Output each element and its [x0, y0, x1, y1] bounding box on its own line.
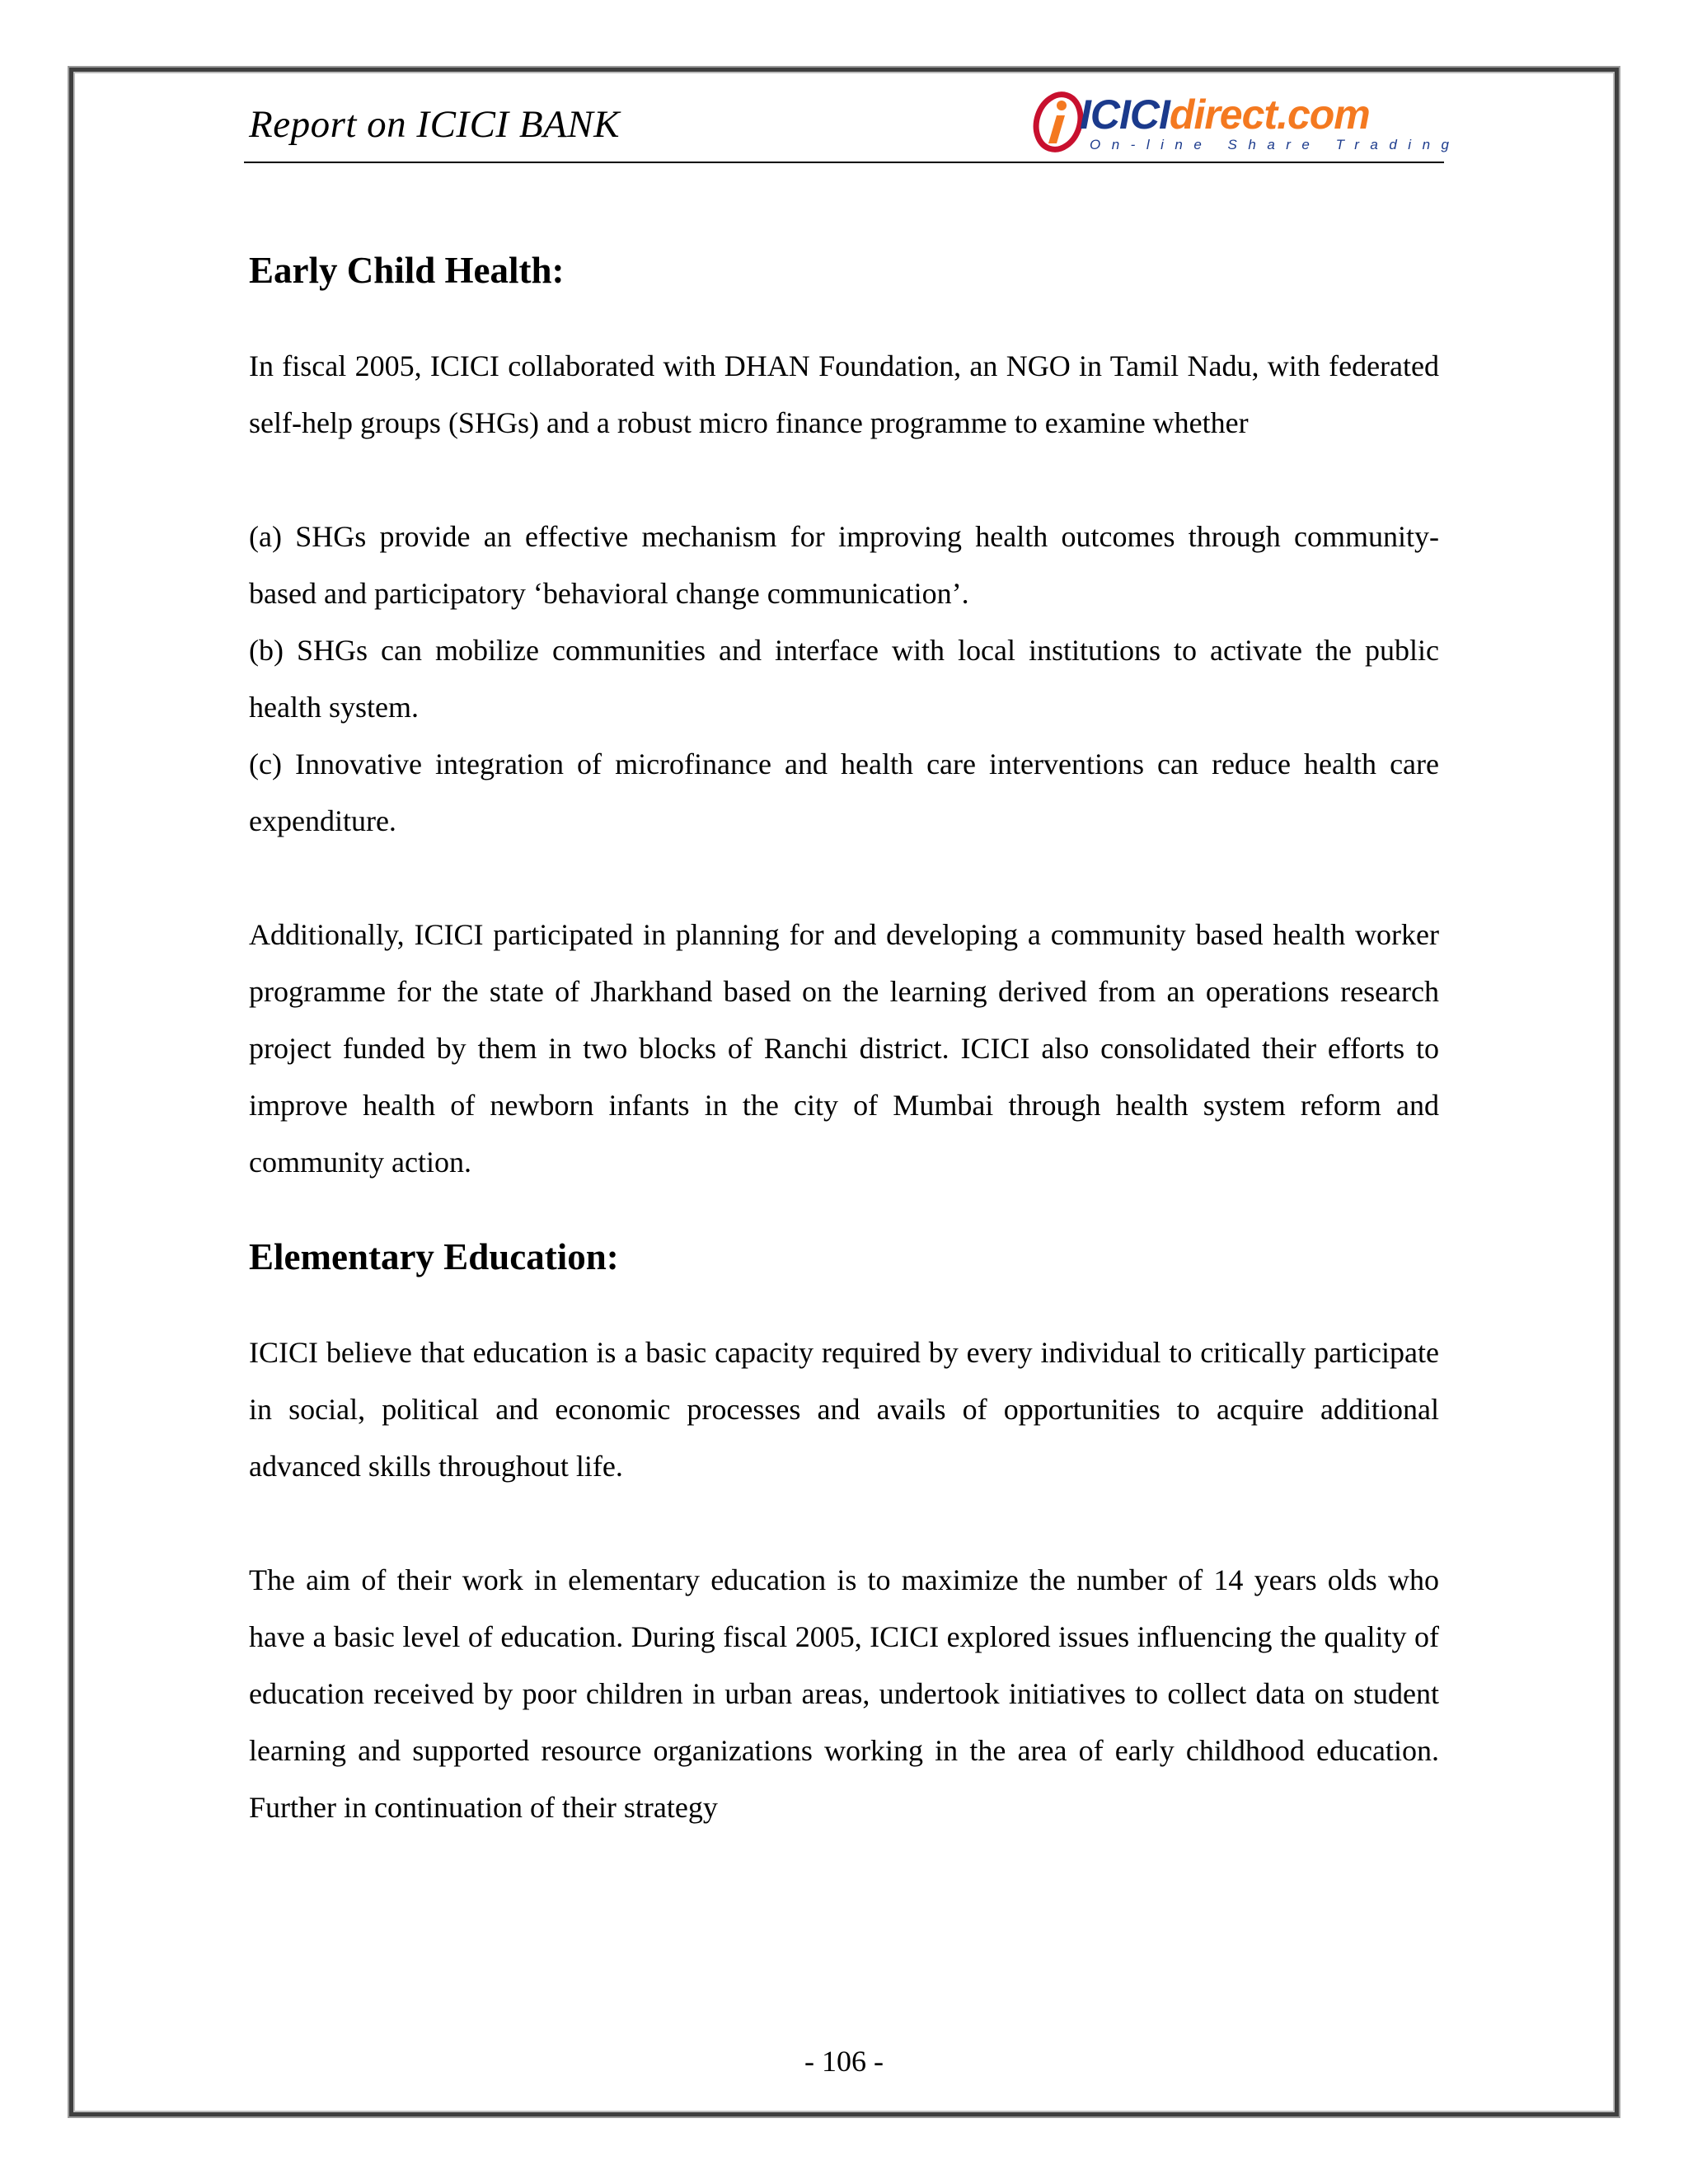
list-item: (c) Innovative integration of microfinance and health care interventions can reduce health care expenditure. — [249, 748, 1439, 837]
page-number: - 106 - — [804, 2045, 884, 2078]
paragraph-gap — [249, 1191, 1439, 1234]
logo-brand-primary: ICICI — [1080, 91, 1170, 138]
page-header — [244, 89, 1461, 163]
paragraph: Additionally, ICICI participated in planning for and developing a community based health worker programme for the state of Jharkhand based on the learning derived from an operations research project funded by them in two blocks of Ranchi district. ICICI also consolidated their efforts to improve health of newborn infants in the city of Mumbai through health system reform and community action. — [249, 918, 1439, 1179]
list-item: (a) SHGs provide an effective mechanism for improving health outcomes through community-based and participatory ‘behavioral change communication’. — [249, 520, 1439, 610]
icici-direct-logo — [1032, 89, 1461, 158]
icici-i-icon — [1032, 89, 1085, 155]
logo-brand-secondary: direct.com — [1169, 91, 1370, 138]
paragraph-gap — [249, 452, 1439, 509]
header-title: Report on ICICI BANK — [249, 103, 620, 146]
paragraph-gap — [249, 850, 1439, 907]
logo-tagline: On-line Share Trading — [1090, 137, 1461, 152]
paragraph: The aim of their work in elementary education is to maximize the number of 14 years olds who have a basic level of education. During fiscal 2005, ICICI explored issues influencing the quality of education received by poor children in urban areas, undertook initiatives to collect data on student learning and supported resource organizations working in the area of early childhood education. Further in continuation of their strategy — [249, 1563, 1439, 1824]
section-heading-early-child-health: Early Child Health: — [249, 250, 565, 291]
section-heading-elementary-education: Elementary Education: — [249, 1236, 619, 1277]
logo-wordmark — [1080, 92, 1370, 137]
paragraph-gap — [249, 1495, 1439, 1552]
paragraph: In fiscal 2005, ICICI collaborated with DHAN Foundation, an NGO in Tamil Nadu, with federated self-help groups (SHGs) and a robust micro finance programme to examine whether — [249, 349, 1439, 439]
paragraph: ICICI believe that education is a basic capacity required by every individual to critically participate in social, political and economic processes and avails of opportunities to acquire additional advanced skills throughout life. — [249, 1336, 1439, 1483]
list-item: (b) SHGs can mobilize communities and interface with local institutions to activate the public health system. — [249, 634, 1439, 724]
document-body — [249, 247, 1439, 1836]
